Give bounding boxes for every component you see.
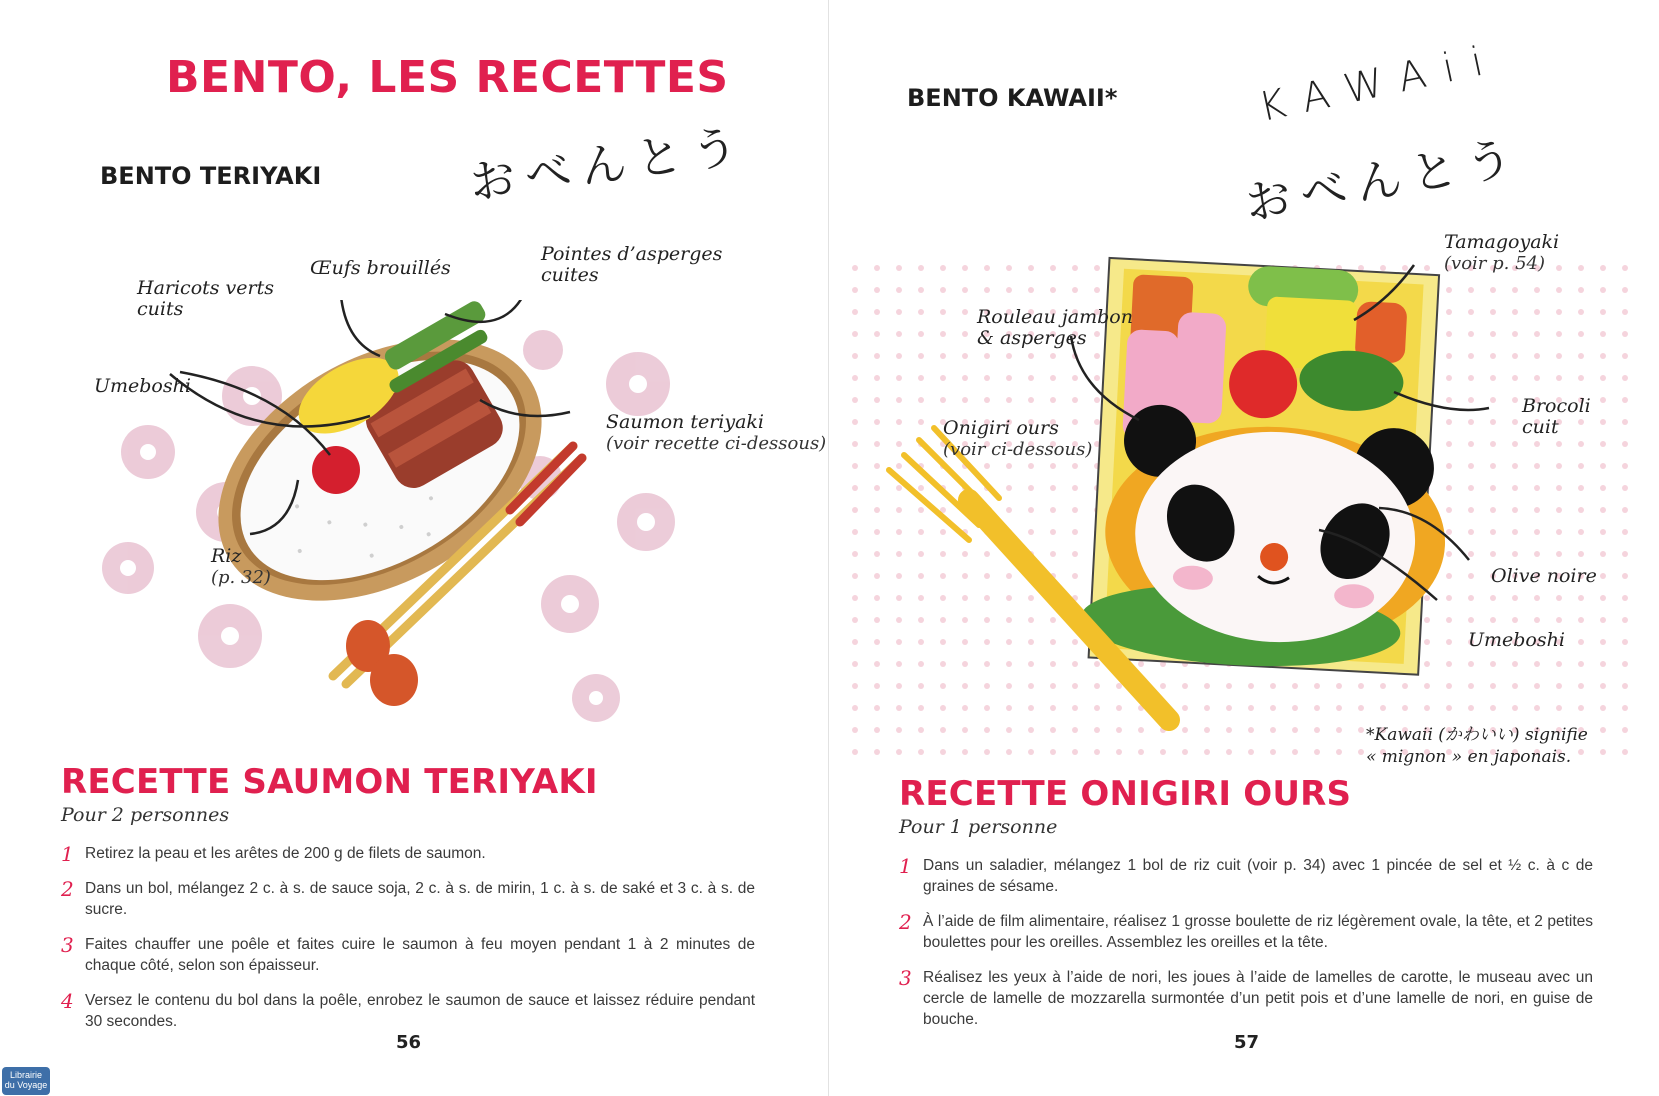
step-number: 4 <box>61 989 74 1013</box>
label-saumon <box>606 412 826 454</box>
right-page <box>829 0 1659 1096</box>
step-2 <box>61 878 755 920</box>
label-onigiri <box>943 418 1092 460</box>
label-tamagoyaki-line1: Tamagoyaki <box>1444 231 1560 253</box>
step-text: Faites chauffer une poêle et faites cuire le saumon à feu moyen pendant 1 à 2 minutes de chaque côté, selon son épaisseur. <box>85 936 755 974</box>
step-number: 3 <box>899 966 912 990</box>
kawaii-handwriting: KAWAii <box>1254 34 1505 132</box>
servings-left: Pour 2 personnes <box>61 804 230 826</box>
label-rouleau-line1: Rouleau jambon <box>977 306 1133 328</box>
step-text: Retirez la peau et les arêtes de 200 g de filets de saumon. <box>85 845 486 862</box>
kawaii-footnote <box>1366 724 1588 768</box>
step-1 <box>899 855 1593 897</box>
step-text: Dans un bol, mélangez 2 c. à s. de sauce soja, 2 c. à s. de mirin, 1 c. à s. de saké et 3 c. à s. de sucre. <box>85 880 755 918</box>
umeboshi-shape <box>312 446 360 494</box>
step-number: 1 <box>899 854 912 878</box>
step-text: Versez le contenu du bol dans la poêle, enrobez le saumon de sauce et laissez réduire pendant 30 secondes. <box>85 992 755 1030</box>
step-number: 3 <box>61 933 74 957</box>
watermark-line2: du Voyage <box>4 1080 48 1090</box>
left-page <box>0 0 828 1096</box>
label-brocoli-line2: cuit <box>1522 416 1559 438</box>
step-text: Dans un saladier, mélangez 1 bol de riz cuit (voir p. 34) avec 1 pincée de sel et ½ c. à c de graines de sésame. <box>923 857 1593 895</box>
label-asperges <box>541 244 722 286</box>
label-tamagoyaki <box>1444 232 1559 274</box>
step-number: 1 <box>61 842 74 866</box>
label-riz-line1: Riz <box>211 545 242 567</box>
label-saumon-line1: Saumon teriyaki <box>606 411 765 433</box>
bento-teriyaki-illustration <box>90 300 690 740</box>
recipe-steps-right <box>899 855 1593 1044</box>
section-title-bento-teriyaki: BENTO TERIYAKI <box>100 162 322 190</box>
footnote-line2: « mignon » en japonais. <box>1366 747 1572 767</box>
label-tamagoyaki-line2: (voir p. 54) <box>1444 253 1546 274</box>
label-onigiri-line2: (voir ci-dessous) <box>943 439 1093 460</box>
label-rouleau <box>977 307 1133 349</box>
section-title-bento-kawaii: BENTO KAWAII* <box>907 84 1118 112</box>
page-number-right: 57 <box>1234 1032 1260 1053</box>
step-4 <box>61 990 755 1032</box>
japanese-handwriting: おべんとう <box>466 117 751 211</box>
bento-tray <box>1079 257 1459 675</box>
label-brocoli <box>1522 396 1591 438</box>
footnote-line1: *Kawaii (かわいい) signifie <box>1366 725 1588 745</box>
recipe-title-onigiri: RECETTE ONIGIRI OURS <box>899 774 1352 814</box>
watermark-logo <box>2 1067 50 1095</box>
label-asperges-line1: Pointes d’asperges <box>541 243 723 265</box>
step-number: 2 <box>61 877 74 901</box>
label-oeufs: Œufs brouillés <box>310 257 451 279</box>
bento-kawaii-illustration <box>849 240 1649 760</box>
japanese-handwriting-right: おべんとう <box>1240 129 1527 231</box>
step-text: À l’aide de film alimentaire, réalisez 1 grosse boulette de riz légèrement ovale, la tête, et 2 petites boulettes pour les oreilles. Assemblez les oreilles et la tête. <box>923 913 1593 951</box>
step-text: Réalisez les yeux à l’aide de nori, les joues à l’aide de lamelles de carotte, le museau avec un cercle de lamelle de mozzarella surmontée d’un petit pois et d’une lamelle de nori, en guise de bouche. <box>923 969 1593 1028</box>
recipe-steps-left <box>61 843 755 1046</box>
label-haricots <box>137 278 274 320</box>
step-3 <box>899 967 1593 1030</box>
label-riz <box>211 546 271 588</box>
step-number: 2 <box>899 910 912 934</box>
label-umeboshi-right: Umeboshi <box>1468 629 1565 651</box>
label-asperges-line2: cuites <box>541 264 599 286</box>
label-haricots-line2: cuits <box>137 298 184 320</box>
label-brocoli-line1: Brocoli <box>1522 395 1591 417</box>
label-rouleau-line2: & asperges <box>977 327 1087 349</box>
step-3 <box>61 934 755 976</box>
label-riz-line2: (p. 32) <box>211 567 271 588</box>
step-1 <box>61 843 755 864</box>
label-umeboshi-left: Umeboshi <box>94 375 191 397</box>
step-2 <box>899 911 1593 953</box>
watermark-line1: Librairie <box>9 1070 42 1080</box>
page-number-left: 56 <box>396 1032 422 1053</box>
label-olive: Olive noire <box>1491 565 1597 587</box>
servings-right: Pour 1 personne <box>899 816 1058 838</box>
page-title: BENTO, LES RECETTES <box>166 52 729 103</box>
label-haricots-line1: Haricots verts <box>137 277 275 299</box>
recipe-title-saumon: RECETTE SAUMON TERIYAKI <box>61 762 598 802</box>
label-saumon-line2: (voir recette ci-dessous) <box>606 433 827 454</box>
label-onigiri-line1: Onigiri ours <box>943 417 1059 439</box>
